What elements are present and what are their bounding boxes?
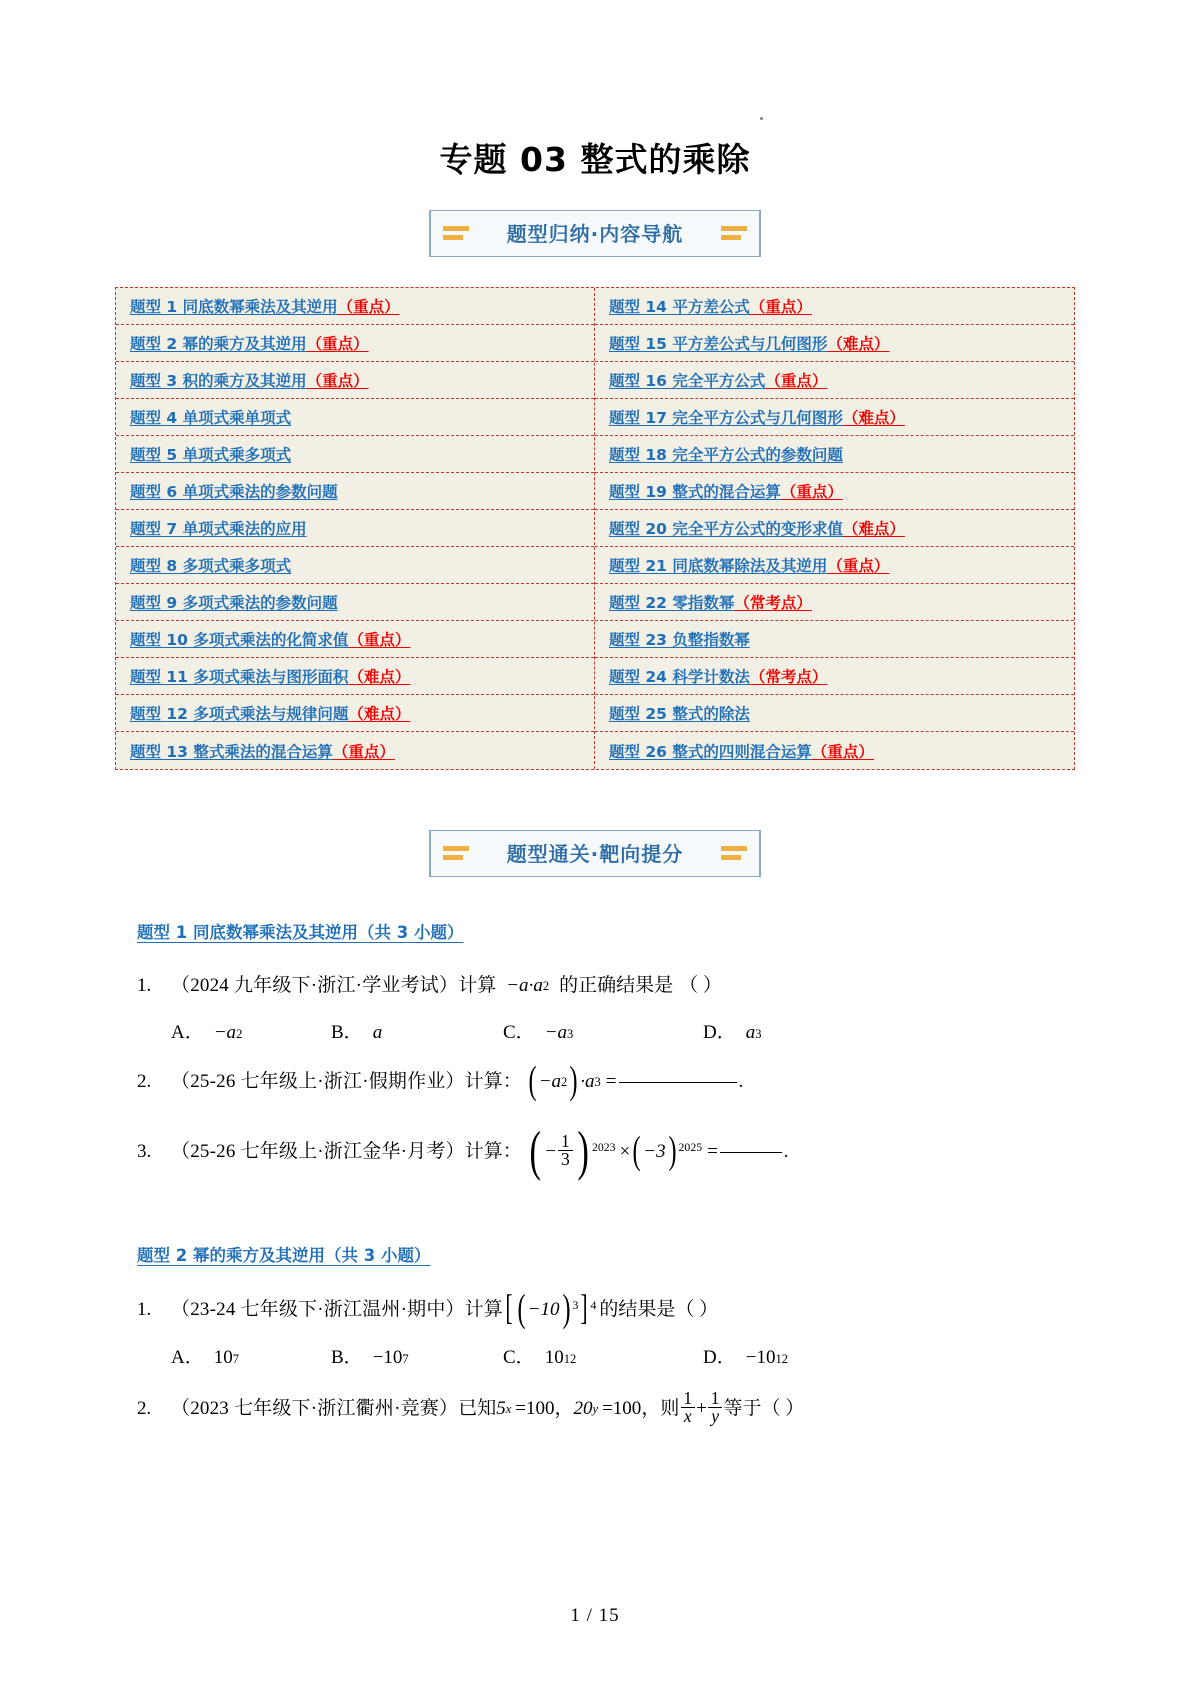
question-number: 2.: [137, 1397, 152, 1419]
question-choice-mark: （ ）: [679, 975, 722, 997]
question-number: 2.: [137, 1071, 152, 1093]
close-paren-icon: ): [668, 1128, 677, 1172]
banner-practice-label: 题型通关·靶向提分: [506, 842, 684, 867]
banner-practice: [0, 830, 1190, 877]
section-heading-1[interactable]: 题型 1 同底数幂乘法及其逆用（共 3 小题）: [137, 923, 464, 943]
second-base: −3: [643, 1140, 666, 1162]
toc-item-tag: （重点）: [348, 631, 411, 650]
fraction-denominator: 3: [558, 1150, 573, 1168]
toc-item-label: 题型 20 完全平方公式的变形求值: [609, 520, 843, 539]
fraction-2-denominator: y: [708, 1407, 722, 1425]
comma-2: ，则: [641, 1397, 680, 1419]
toc-item-label: 题型 6 单项式乘法的参数问题: [130, 483, 338, 502]
toc-item-tag: （重点）: [306, 335, 369, 354]
orange-bars-icon: [721, 223, 747, 245]
toc-item[interactable]: [116, 362, 594, 399]
option-a[interactable]: A． 10 7: [171, 1342, 331, 1369]
question-source: （2023 七年级下·浙江衢州·竞赛）: [171, 1397, 459, 1419]
question-expression-a: −a: [506, 975, 529, 997]
toc-item[interactable]: [116, 695, 594, 732]
toc-item[interactable]: [595, 584, 1074, 621]
question-item: [137, 1119, 1075, 1181]
fraction-1: [680, 1387, 695, 1427]
option-b-value: −10: [372, 1346, 403, 1368]
toc-item-label: 题型 5 单项式乘多项式: [130, 446, 292, 465]
toc-item-label: 题型 1 同底数幂乘法及其逆用: [130, 298, 338, 317]
toc-item[interactable]: [116, 658, 594, 695]
question-source: （25-26 七年级上·浙江·假期作业）: [171, 1071, 465, 1093]
toc-item-label: 题型 19 整式的混合运算: [609, 483, 781, 502]
toc-item[interactable]: [116, 547, 594, 584]
option-d-value: a: [745, 1021, 756, 1043]
question-number: 1.: [137, 1298, 152, 1320]
equals-sign: =: [707, 1140, 718, 1162]
toc-item[interactable]: [116, 510, 594, 547]
toc-item[interactable]: [595, 473, 1074, 510]
toc-item[interactable]: [116, 399, 594, 436]
open-bracket-icon: [: [505, 1287, 513, 1327]
open-paren-icon: (: [529, 1119, 541, 1181]
option-d[interactable]: D． a 3: [703, 1017, 762, 1044]
toc-item-tag: （重点）: [337, 298, 400, 317]
fraction-1-denominator: x: [681, 1407, 695, 1425]
option-d-value: −10: [745, 1346, 776, 1368]
second-exponent: 2025: [678, 1140, 703, 1154]
toc-column-right: [595, 288, 1074, 769]
option-b[interactable]: [331, 1017, 503, 1044]
toc-item-tag: （重点）: [780, 483, 843, 502]
option-d[interactable]: D． −10 12: [703, 1342, 788, 1369]
toc-item-label: 题型 22 零指数幂: [609, 594, 735, 613]
toc-item-label: 题型 15 平方差公式与几何图形: [609, 335, 828, 354]
option-c[interactable]: C． −a 3: [503, 1017, 703, 1044]
toc-item[interactable]: [595, 732, 1074, 769]
option-b-value: a: [372, 1021, 383, 1043]
given-a-base: 5: [496, 1397, 506, 1419]
option-c[interactable]: C． 10 12: [503, 1342, 703, 1369]
question-item: 2. （25-26 七年级上·浙江·假期作业） 计算： ( −a 2 ) ·a 3 = .: [137, 1058, 744, 1102]
toc-item-label: 题型 16 完全平方公式: [609, 372, 766, 391]
toc-item[interactable]: [595, 510, 1074, 547]
toc-item[interactable]: [116, 436, 594, 473]
toc-item-tag: （重点）: [765, 372, 828, 391]
toc-item-label: 题型 3 积的乘方及其逆用: [130, 372, 307, 391]
question-inner-exponent: 3: [572, 1298, 579, 1312]
toc-item-tag: （难点）: [842, 520, 905, 539]
toc-item[interactable]: [116, 288, 594, 325]
option-a-label: A．: [171, 1021, 204, 1043]
toc-item-label: 题型 24 科学计数法: [609, 668, 750, 687]
toc-item-tag: （重点）: [811, 742, 874, 761]
question-choice-mark: （ ）: [761, 1397, 805, 1419]
toc-item[interactable]: [595, 288, 1074, 325]
toc-item[interactable]: [595, 547, 1074, 584]
fraction-2-numerator: 1: [710, 1387, 720, 1408]
toc-item-tag: （重点）: [749, 298, 812, 317]
question-prompt: 计算: [458, 975, 497, 997]
question-item: 2. （2023 七年级下·浙江衢州·竞赛） 已知 5 x =100 ， 20 y =100 ，则 $\frac{1}{x}$ + $\frac{1}{y}$ 等于 （ ）: [137, 1387, 805, 1427]
toc-item-label: 题型 8 多项式乘多项式: [130, 557, 292, 576]
option-a-value: 10: [213, 1346, 233, 1368]
section-heading-2[interactable]: 题型 2 幂的乘方及其逆用（共 3 小题）: [137, 1245, 431, 1265]
option-c-value: 10: [544, 1346, 564, 1368]
close-bracket-icon: ]: [580, 1287, 589, 1327]
page-footer: 1 / 15: [570, 1605, 620, 1626]
toc-item-label: 题型 23 负整指数幂: [609, 631, 750, 650]
toc-item[interactable]: [116, 584, 594, 621]
close-paren-icon: ): [562, 1286, 571, 1330]
question-choice-mark: （ ）: [675, 1298, 719, 1320]
toc-item-label: 题型 2 幂的乘方及其逆用: [130, 335, 307, 354]
toc-item[interactable]: [595, 362, 1074, 399]
toc-item[interactable]: [116, 473, 594, 510]
fraction-2: [708, 1387, 723, 1427]
toc-item-label: 题型 25 整式的除法: [609, 705, 750, 724]
toc-item-label: 题型 7 单项式乘法的应用: [130, 520, 307, 539]
toc-item-label: 题型 12 多项式乘法与规律问题: [130, 705, 349, 724]
fraction-sign: −: [544, 1140, 557, 1162]
open-paren-icon: (: [517, 1286, 526, 1330]
toc-item[interactable]: [116, 621, 594, 658]
question-source: （23-24 七年级下·浙江温州·期中）: [171, 1298, 465, 1320]
toc-item-label: 题型 18 完全平方公式的参数问题: [609, 446, 843, 465]
toc-item-label: 题型 10 多项式乘法的化简求值: [130, 631, 349, 650]
toc-item[interactable]: [595, 695, 1074, 732]
banner-toc: [0, 210, 1190, 257]
toc-item-tag: （重点）: [827, 557, 890, 576]
question-expression-b: ·a: [528, 975, 543, 997]
question-source: （25-26 七年级上·浙江金华·月考）: [171, 1140, 465, 1162]
toc-item-tag: （难点）: [842, 409, 905, 428]
toc-item-tag: （常考点）: [734, 594, 812, 613]
question-number: 1.: [137, 975, 152, 997]
table-of-contents: [115, 287, 1075, 770]
question-tail: 等于: [723, 1397, 762, 1419]
toc-item-label: 题型 4 单项式乘单项式: [130, 409, 292, 428]
power-exponent: 2023: [592, 1140, 616, 1154]
question-prompt: 计算: [464, 1298, 503, 1320]
option-c-value: −a: [544, 1021, 568, 1043]
questions-content: [115, 877, 1075, 1426]
open-paren-icon: (: [632, 1128, 641, 1172]
toc-item-label: 题型 17 完全平方公式与几何图形: [609, 409, 843, 428]
fraction-1-numerator: 1: [683, 1387, 693, 1408]
question-prompt: 已知: [458, 1397, 497, 1419]
option-d-label: D．: [703, 1021, 736, 1043]
question-item: 1. （2024 九年级下·浙江·学业考试） 计算 −a ·a 2 的正确结果是 （ ）: [137, 973, 1075, 999]
orange-bars-icon: [443, 843, 469, 865]
period-mark: .: [783, 1140, 789, 1162]
toc-item[interactable]: [595, 399, 1074, 436]
toc-item-label: 题型 11 多项式乘法与图形面积: [130, 668, 349, 687]
given-a-value: =100: [515, 1397, 555, 1419]
toc-item-label: 题型 26 整式的四则混合运算: [609, 742, 812, 761]
fraction: [558, 1130, 573, 1170]
toc-item-label: 题型 9 多项式乘法的参数问题: [130, 594, 338, 613]
equals-sign: =: [605, 1071, 617, 1093]
orange-bars-icon: [721, 843, 747, 865]
question-outer-exponent: 4: [590, 1298, 597, 1312]
toc-item-tag: （难点）: [827, 335, 890, 354]
toc-column-left: [116, 288, 595, 769]
toc-item-tag: （常考点）: [749, 668, 828, 687]
toc-item-tag: （重点）: [306, 372, 369, 391]
banner-toc-label: 题型归纳·内容导航: [506, 222, 684, 247]
toc-item[interactable]: [595, 621, 1074, 658]
option-a[interactable]: A． −a 2: [171, 1017, 331, 1044]
question-tail: 的结果是: [599, 1298, 676, 1320]
toc-item-label: 题型 13 整式乘法的混合运算: [130, 742, 333, 761]
comma-1: ，: [554, 1397, 574, 1419]
option-b-label: B．: [331, 1021, 363, 1043]
toc-item[interactable]: [116, 325, 594, 362]
stray-dot-mark: [760, 117, 763, 120]
answer-blank[interactable]: [720, 1151, 782, 1153]
close-paren-icon: ): [569, 1058, 578, 1102]
option-c-label: C．: [503, 1021, 535, 1043]
question-options: [171, 1342, 1075, 1369]
option-c-label: C．: [503, 1346, 535, 1368]
toc-item[interactable]: [116, 732, 594, 769]
question-prompt: 计算：: [464, 1140, 522, 1162]
close-paren-icon: ): [577, 1119, 589, 1181]
option-b[interactable]: B． −10 7: [331, 1342, 503, 1369]
page-title: 专题 03 整式的乘除: [439, 140, 751, 179]
toc-item-label: 题型 14 平方差公式: [609, 298, 750, 317]
question-tail: 的正确结果是: [559, 975, 674, 997]
question-inner-base: −10: [527, 1298, 560, 1320]
question-prompt: 计算：: [464, 1071, 522, 1093]
answer-blank[interactable]: [619, 1081, 737, 1083]
question-options: [171, 1017, 1075, 1044]
toc-item-label: 题型 21 同底数幂除法及其逆用: [609, 557, 828, 576]
period-mark: .: [738, 1071, 744, 1093]
times-sign: ×: [619, 1140, 631, 1162]
given-b-base: 20: [573, 1397, 593, 1419]
option-a-label: A．: [171, 1346, 204, 1368]
option-a-value: −a: [213, 1021, 237, 1043]
question-number: 3.: [137, 1140, 152, 1162]
given-b-value: =100: [602, 1397, 642, 1419]
toc-item-tag: （难点）: [348, 668, 411, 687]
toc-item[interactable]: [595, 436, 1074, 473]
question-item: [137, 1286, 1075, 1330]
toc-item-tag: （难点）: [348, 705, 411, 724]
toc-item[interactable]: [595, 658, 1074, 695]
plus-sign: +: [696, 1397, 707, 1419]
question-source: （2024 九年级下·浙江·学业考试）: [171, 975, 459, 997]
option-b-label: B．: [331, 1346, 363, 1368]
orange-bars-icon: [443, 223, 469, 245]
question-inner-base: −a: [538, 1071, 562, 1093]
fraction-numerator: 1: [560, 1130, 570, 1151]
question-multiplier: ·a: [580, 1071, 595, 1093]
toc-item-tag: （重点）: [332, 742, 395, 761]
open-paren-icon: (: [528, 1058, 537, 1102]
option-d-label: D．: [703, 1346, 736, 1368]
toc-item[interactable]: [595, 325, 1074, 362]
